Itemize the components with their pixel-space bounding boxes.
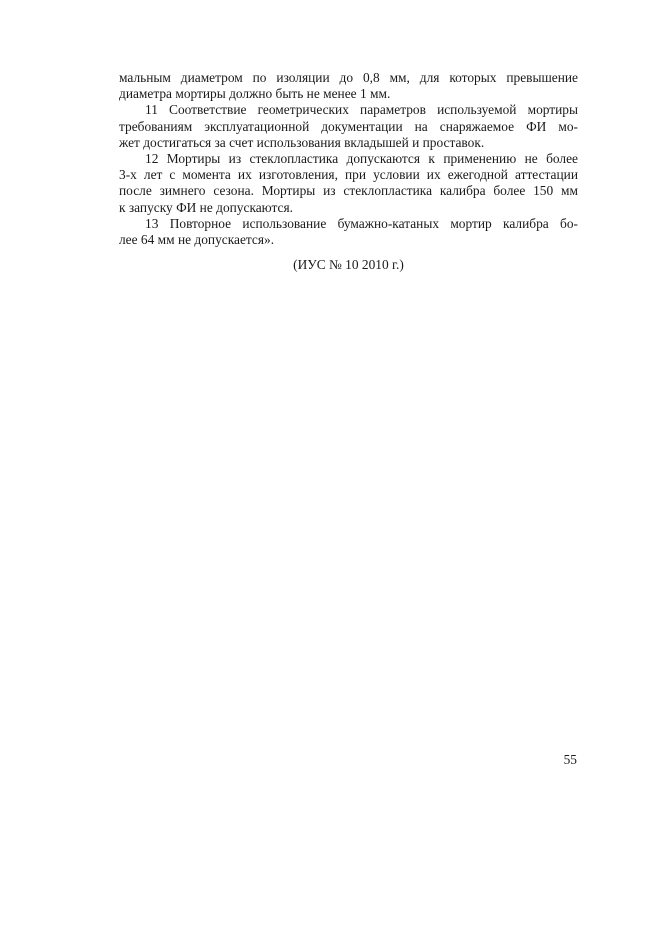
paragraph-continuation xyxy=(119,70,578,102)
text-line: жет достигаться за счет использования вкладышей и проставок. xyxy=(119,134,485,150)
text-line: лее 64 мм не допускается». xyxy=(119,232,275,248)
text-line: диаметра мортиры должно быть не менее 1 мм. xyxy=(119,86,391,102)
text-line: требованиям эксплуатационной документации на снаряжаемое ФИ мо- xyxy=(119,118,578,134)
text-line: 11 Соответствие геометрических параметров используемой мортиры xyxy=(145,102,578,118)
text-line: мальным диаметром по изоляции до 0,8 мм, для которых превышение xyxy=(119,70,578,85)
text-line: 12 Мортиры из стеклопластика допускаются к применению не более xyxy=(145,151,578,167)
amendment-reference: (ИУС № 10 2010 г.) xyxy=(293,257,404,272)
text-line: к запуску ФИ не допускаются. xyxy=(119,199,293,215)
text-line: 13 Повторное использование бумажно-катаных мортир калибра бо- xyxy=(145,215,578,231)
paragraph-item-11 xyxy=(119,102,578,151)
page-number: 55 xyxy=(563,752,577,767)
paragraph-item-13 xyxy=(119,216,578,248)
document-body xyxy=(119,70,578,248)
paragraph-item-12 xyxy=(119,151,578,216)
text-line: 3-х лет с момента их изготовления, при условии их ежегодной аттестации xyxy=(119,167,578,183)
text-line: после зимнего сезона. Мортиры из стеклопластика калибра более 150 мм xyxy=(119,183,578,199)
